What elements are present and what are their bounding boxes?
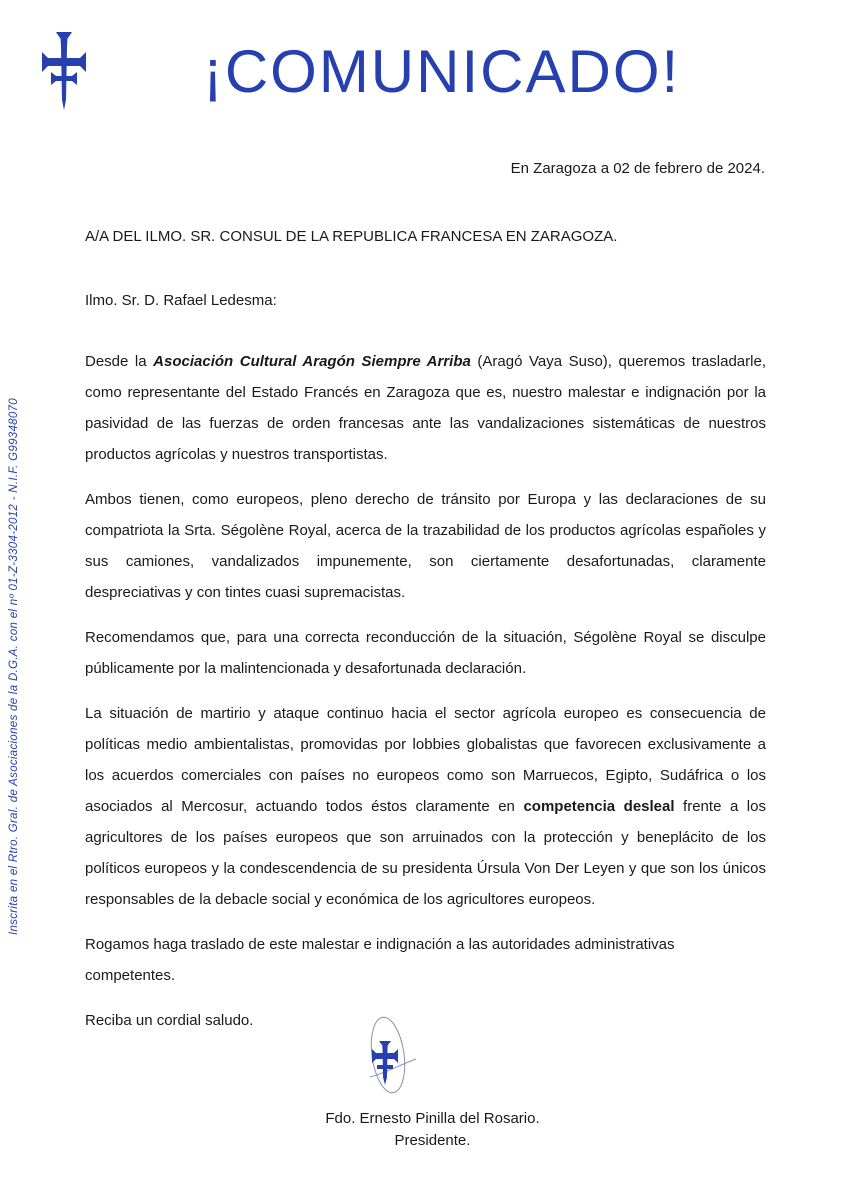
signatory-role: Presidente. [394, 1132, 471, 1149]
closing-greeting: Reciba un cordial saludo. [85, 1012, 254, 1029]
letter-recipient: A/A DEL ILMO. SR. CONSUL DE LA REPUBLICA FRANCESA EN ZARAGOZA. [85, 228, 618, 245]
paragraph-3: Recomendamos que, para una correcta reconducción de la situación, Ségolène Royal se disculpe públicamente por la malintencionada y desafortunada declaración. [85, 629, 766, 677]
letter-salutation: Ilmo. Sr. D. Rafael Ledesma: [85, 292, 277, 309]
letter-date: En Zaragoza a 02 de febrero de 2024. [510, 160, 765, 177]
page-title: ¡COMUNICADO! [202, 38, 681, 105]
paragraph-1 [85, 346, 766, 470]
registration-note: Inscrita en el Rtro. Gral. de Asociaciones de la D.G.A. con el nº 01-Z-3304-2012 - N.I.F. G99348070 [8, 398, 20, 935]
signature-block [0, 1108, 853, 1152]
signatory-name: Fdo. Ernesto Pinilla del Rosario. [325, 1110, 540, 1127]
paragraph-4-rest: frente a los agricultores de los países europeos que son arruinados con la protección y beneplácito de los políticos europeos y la condescendencia de su presidenta Úrsula Von Der Leyen y que son los únicos responsables de la debacle social y económica de los agricultores europeos. [85, 798, 766, 908]
paragraph-4 [85, 698, 766, 915]
paragraph-1-rest: (Aragó Vaya Suso), queremos trasladarle, como representante del Estado Francés en Zaragoza que es, nuestro malestar e indignación por la pasividad de las fuerzas de orden francesas ante las vandalizaciones sistemáticas de nuestros productos agrícolas y nuestros transportistas. [85, 353, 766, 463]
paragraph-2: Ambos tienen, como europeos, pleno derecho de tránsito por Europa y las declaraciones de su compatriota la Srta. Ségolène Royal, acerca de la trazabilidad de los productos agrícolas españoles y sus camiones, vandalizados impunemente, son ciertamente desafortunadas, claramente despreciativas y con tintes cuasi supremacistas. [85, 491, 766, 601]
paragraph-5: Rogamos haga traslado de este malestar e indignación a las autoridades administrativas competentes. [85, 936, 675, 984]
association-name: Asociación Cultural Aragón Siempre Arriba [153, 353, 471, 370]
signature-stamp-icon [360, 1015, 420, 1097]
paragraph-4-intro: La situación de martirio y ataque continuo hacia el sector agrícola europeo es consecuencia de políticas medio ambientalistas, promovidas por lobbies globalistas que favorecen exclusivamente a los acuerdos comerciales con países no europeos como son Marruecos, Egipto, Sudáfrica o los asociados al Mercosur, actuando todos éstos claramente en [85, 705, 766, 815]
paragraph-1-intro: Desde la [85, 353, 154, 370]
letter-body [85, 346, 766, 1050]
unfair-competition-emphasis: competencia desleal [523, 798, 675, 815]
